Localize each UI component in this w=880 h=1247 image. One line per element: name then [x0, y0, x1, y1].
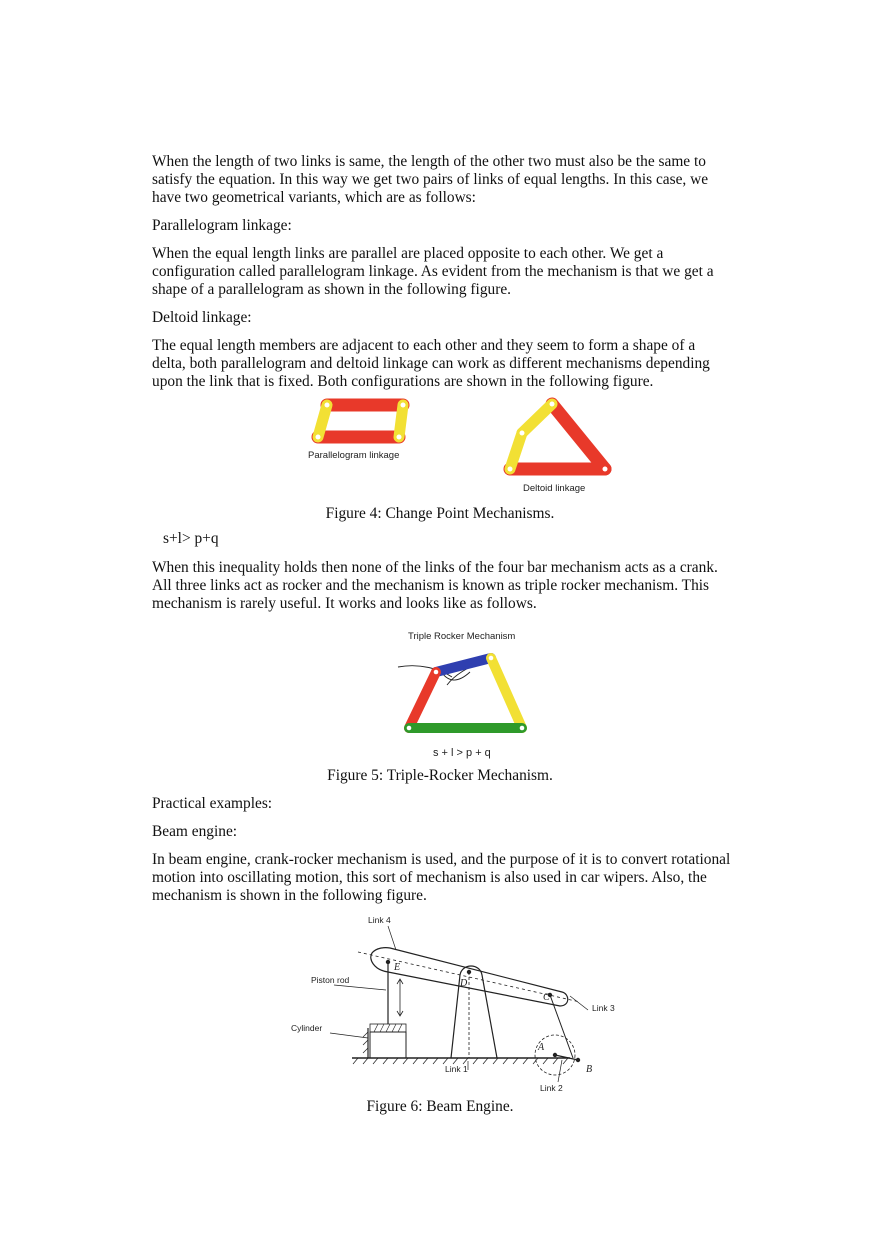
label-piston-rod: Piston rod [311, 975, 350, 985]
paragraph-equal-lengths: When the length of two links is same, the length of the other two must also be the same to satisfy the equation. In this way we get two pairs of links of equal lengths. In this case, we have two geometrical variants, which are as follows: [152, 153, 709, 207]
label-link-1: Link 1 [445, 1064, 468, 1074]
heading-practical-examples: Practical examples: [152, 795, 273, 812]
label-cylinder: Cylinder [291, 1023, 323, 1033]
label-link-2: Link 2 [540, 1083, 563, 1093]
figure-5-caption: Figure 5: Triple-Rocker Mechanism. [327, 767, 553, 784]
label-point-e: E [394, 962, 401, 973]
label-link-4: Link 4 [368, 915, 391, 925]
paragraph-triple-rocker: When this inequality holds then none of the links of the four bar mechanism acts as a crank. All three links act as rocker and the mechanism is known as triple rocker mechanism. This mechanism is rarely useful. It works and looks like as follows. [152, 559, 718, 613]
label-point-d: D [460, 978, 468, 989]
heading-deltoid-linkage: Deltoid linkage: [152, 309, 252, 326]
figure-6-beam-engine [270, 910, 640, 1100]
heading-beam-engine: Beam engine: [152, 823, 238, 840]
heading-parallelogram-linkage: Parallelogram linkage: [152, 217, 292, 234]
label-link-3: Link 3 [592, 1003, 615, 1013]
paragraph-deltoid: The equal length members are adjacent to each other and they seem to form a shape of a delta, both parallelogram and deltoid linkage can work as different mechanisms depending upon the link that is fixed. Both configurations are shown in the following figure. [152, 337, 710, 391]
label-point-c: C [543, 992, 550, 1003]
triple-rocker-formula: s + l > p + q [433, 747, 491, 759]
paragraph-beam-engine: In beam engine, crank-rocker mechanism is used, and the purpose of it is to convert rotational motion into oscillating motion, this sort of mechanism is also used in car wipers. Also, the mechanism is shown in the following figure. [152, 851, 731, 905]
figure-5-triple-rocker [390, 625, 540, 763]
label-point-b: B [586, 1064, 593, 1075]
deltoid-linkage-diagram [508, 402, 608, 495]
figure-4-caption: Figure 4: Change Point Mechanisms. [325, 505, 555, 522]
parallelogram-linkage-label: Parallelogram linkage [308, 450, 400, 461]
label-point-a: A [538, 1042, 545, 1053]
parallelogram-linkage-diagram [308, 403, 406, 462]
triple-rocker-title: Triple Rocker Mechanism [408, 631, 516, 642]
beam-engine-diagram [330, 926, 588, 1082]
figure-6-caption: Figure 6: Beam Engine. [366, 1098, 514, 1115]
inequality-expression: s+l> p+q [163, 530, 219, 547]
paragraph-parallelogram: When the equal length links are parallel are placed opposite to each other. We get a configuration called parallelogram linkage. As evident from the mechanism is that we get a shape of a parallelogram as shown in the following figure. [152, 245, 714, 299]
figure-4-change-point-mechanisms [300, 395, 620, 500]
deltoid-linkage-label: Deltoid linkage [523, 483, 586, 494]
